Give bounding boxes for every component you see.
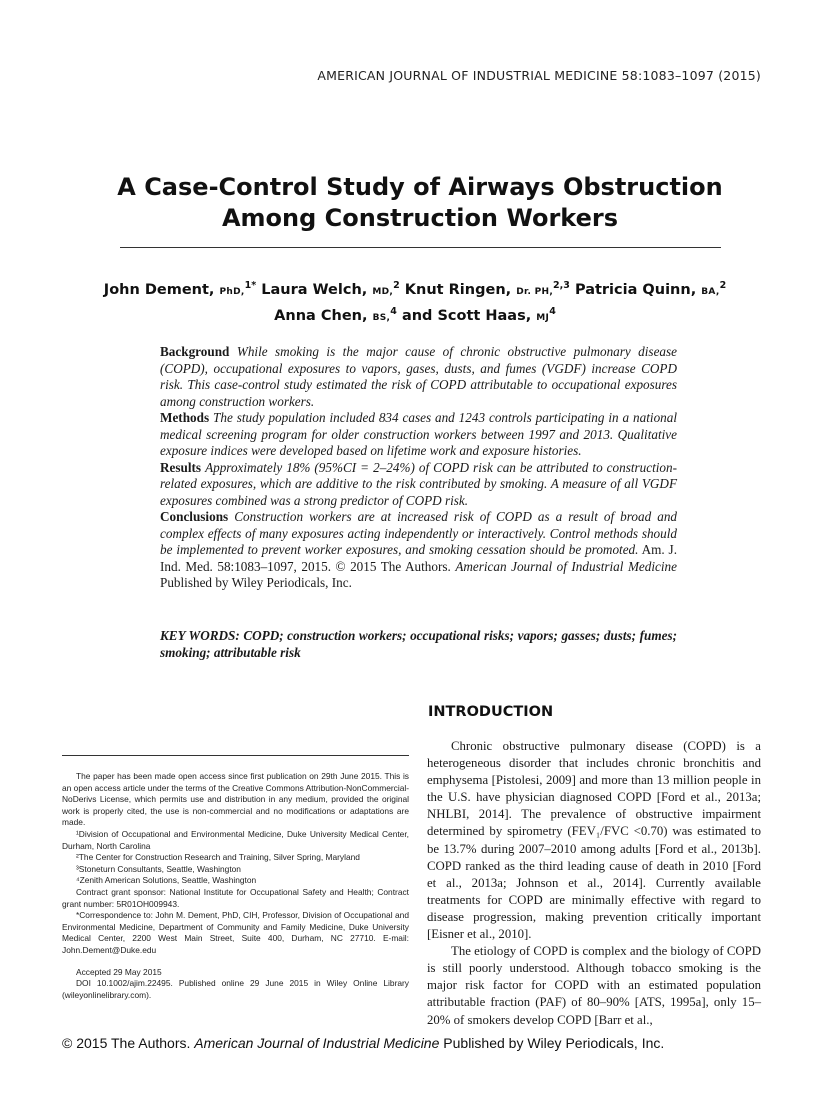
author-affiliation: 4 [549,305,556,317]
affiliation-2: ²The Center for Construction Research and Training, Silver Spring, Maryland [76,852,360,863]
keywords: KEY WORDS: COPD; construction workers; occupational risks; vapors; gasses; dusts; fumes; smoking; attributable risk [160,628,677,660]
author-line-1 [100,276,730,302]
author-list [100,276,730,328]
doi-note: DOI 10.1002/ajim.22495. Published online 29 June 2015 in Wiley Online Library (wileyonlinelibrary.com). [62,978,409,1000]
introduction-paragraph: Chronic obstructive pulmonary disease (COPD) is a heterogeneous disorder that includes chronic bronchitis and emphysema [Pistolesi, 2009] and more than 13 million people in the U.S. have physician diagnosed COPD [Ford et al., 2013a; NHLBI, 2014]. The prevalence of obstructive impairment determined by spirometry (FEV₁/FVC <0.70) was estimated to be 13.7% during 2007–2010 among adults [Ford et al., 2013b]. COPD ranked as the third leading cause of death in 2010 [Ford et al., 2013a; Johnson et al., 2014]. Currently available treatments for COPD are minimally effective with regard to disease progression, making prevention critically important [Eisner et al., 2010]. [427,739,761,942]
author-name: John Dement, [103,281,215,298]
author-affiliation: 1* [244,280,257,291]
citation: Am. J. Ind. Med. 58:1083–1097, 2015. © 2015 The Authors. [160,542,677,574]
author-name: Anna Chen, [274,307,368,324]
author-name: Knut Ringen, [404,281,512,298]
author-name: Laura Welch, [261,281,368,298]
footnotes [62,771,409,1001]
copyright-prefix: © 2015 The Authors. [62,1035,191,1051]
author-degree: MJ [536,312,550,323]
background-label: Background [160,344,230,359]
methods-label: Methods [160,410,210,425]
introduction-paragraph: The etiology of COPD is complex and the biology of COPD is still poorly understood. Although tobacco smoking is the major risk factor for COPD with an estimated population attributable fraction (PAF) of 80–90% [ATS, 1995a], only 15–20% of smokers develop COPD [Barr et al., [427,944,761,1027]
abstract-results [160,460,677,510]
author-degree: BA, [701,286,720,297]
accepted-date: Accepted 29 May 2015 [76,966,162,977]
author-line-2 [100,302,730,328]
abstract [160,344,677,592]
title-line-1: A Case-Control Study of Airways Obstruction [117,173,723,201]
results-label: Results [160,459,202,475]
correspondence-note: *Correspondence to: John M. Dement, PhD, CIH, Professor, Division of Occupational and Environmental Medicine, Department of Community and Family Medicine, Duke University Medical Center, 2200 West Main Street, Suite 400, Durham, NC 27710. E-mail: John.Dement@Duke.edu [62,910,409,955]
publisher: Published by Wiley Periodicals, Inc. [160,575,352,590]
author-affiliation: 2 [719,280,727,291]
author-degree: MD, [372,286,394,297]
introduction-body [427,738,761,1029]
methods-text: The study population included 834 cases and 1243 controls participating in a national medical screening program for older construction workers between 1997 and 2013. Qualitative exposure indices were developed based on lifetime work and exposure histories. [160,410,678,458]
author-affiliation: 2 [393,280,400,291]
affiliation-1: ¹Division of Occupational and Environmental Medicine, Duke University Medical Center, Durham, North Carolina [62,828,409,851]
title-line-2: Among Construction Workers [221,204,619,232]
abstract-background [160,344,677,410]
article-title [60,172,780,234]
author-degree: Dr. PH, [516,286,554,297]
journal-header: AMERICAN JOURNAL OF INDUSTRIAL MEDICINE 58:1083–1097 (2015) [317,68,761,83]
background-text: While smoking is the major cause of chronic obstructive pulmonary disease (COPD), occupational exposures to vapors, gases, dusts, and fumes (VGDF) increase COPD risk. This case-control study estimated the risk of COPD attributable to occupational exposures among construction workers. [160,344,677,409]
author-degree: PhD, [219,286,245,297]
copyright-line [62,1035,664,1051]
abstract-conclusions [160,509,677,592]
copyright-journal: American Journal of Industrial Medicine [194,1035,440,1051]
introduction-heading: INTRODUCTION [428,704,554,720]
results-text: Approximately 18% (95%CI = 2–24%) of COPD risk can be attributed to construction-related exposures, which are additive to the risk contributed by smoking. A measure of all VGDF exposures combined was a strong predictor of COPD risk. [160,459,678,508]
copyright-publisher: Published by Wiley Periodicals, Inc. [443,1035,665,1051]
author-affiliation: 2,3 [553,280,570,291]
author-name: Patricia Quinn, [574,281,697,298]
open-access-note: The paper has been made open access since first publication on 29th June 2015. This is an open access article under the terms of the Creative Commons Attribution-NonCommercial-NoDerivs License, which permits use and distribution in any medium, provided the original work is properly cited, the use is non-commercial and no modifications or adaptations are made. [62,771,409,828]
abstract-methods [160,410,677,460]
affiliation-4: ⁴Zenith American Solutions, Seattle, Washington [76,875,257,886]
author-name: and Scott Haas, [401,307,532,324]
footnote-divider [62,755,409,756]
grant-note: Contract grant sponsor: National Institute for Occupational Safety and Health; Contract grant number: 5R01OH009943. [62,886,409,909]
affiliation-3: ³Stoneturn Consultants, Seattle, Washington [76,863,241,874]
conclusions-text: Construction workers are at increased risk of COPD as a result of broad and complex effects of many exposures acting independently or interactively. Control methods should be implemented to prevent worker exposures, and smoking cessation should be promoted. [160,509,678,557]
title-divider [120,247,721,248]
author-affiliation: 4 [390,305,397,317]
conclusions-label: Conclusions [160,509,229,524]
journal-name: American Journal of Industrial Medicine [455,558,678,574]
author-degree: BS, [372,312,391,323]
